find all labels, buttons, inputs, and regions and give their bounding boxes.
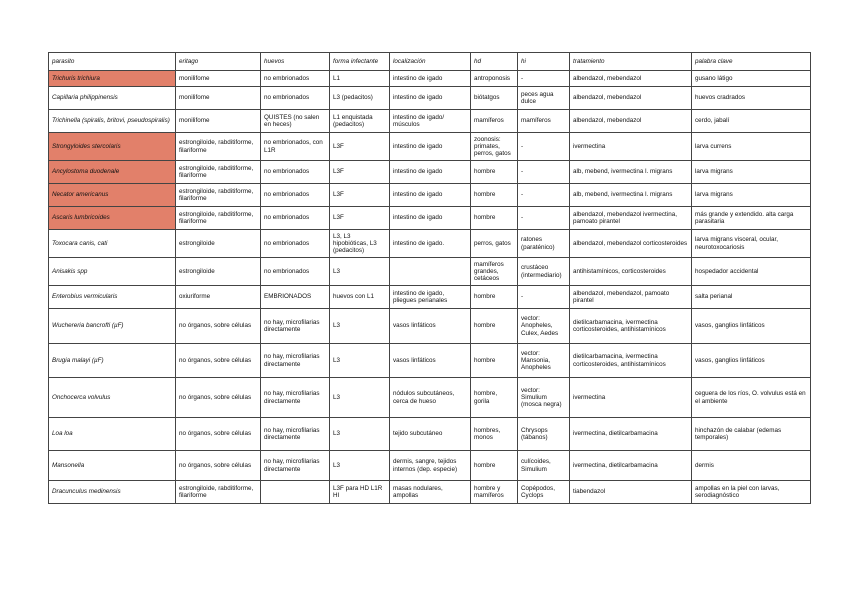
parasite-table-sheet: [48, 52, 810, 504]
table-cell: L3: [330, 344, 390, 378]
table-cell: vasos, ganglios linfáticos: [692, 309, 811, 344]
table-cell: mamíferos grandes, cetáceos: [471, 258, 518, 286]
parasite-name-cell: Loa loa: [49, 418, 176, 451]
table-cell: alb, mebend, ivermectina l. migrans: [570, 161, 692, 184]
parasite-name-cell: Dracunculus medinensis: [49, 481, 176, 504]
parasite-name-cell: Trichuris trichiura: [49, 71, 176, 87]
table-cell: intestino de igado/ músculos: [390, 110, 471, 133]
table-cell: intestino de igado: [390, 87, 471, 110]
parasite-name-cell: Ancylostoma duodenale: [49, 161, 176, 184]
table-cell: monilifome: [176, 71, 261, 87]
table-row: [49, 418, 811, 451]
table-cell: hombre y mamíferos: [471, 481, 518, 504]
table-cell: perros, gatos: [471, 230, 518, 258]
table-body: [49, 53, 811, 504]
header-cell-parasito: parasito: [49, 53, 176, 71]
table-cell: larva migrans: [692, 161, 811, 184]
table-cell: -: [518, 161, 570, 184]
table-cell: L3: [330, 378, 390, 418]
table-cell: ceguera de los ríos, O. volvulus está en el ambiente: [692, 378, 811, 418]
header-cell-palabra-clave: palabra clave: [692, 53, 811, 71]
table-cell: L3F: [330, 133, 390, 161]
table-row: [49, 378, 811, 418]
table-cell: intestino de igado.: [390, 230, 471, 258]
table-cell: estrongiloide, rabditiforme, filariforme: [176, 161, 261, 184]
table-cell: intestino de igado: [390, 207, 471, 230]
table-cell: no hay, microfilarias directamente: [261, 451, 330, 481]
table-cell: oxiuriforme: [176, 286, 261, 309]
table-cell: mamíferos: [471, 110, 518, 133]
table-row: [49, 110, 811, 133]
table-cell: antihistamínicos, corticosteroides: [570, 258, 692, 286]
table-cell: no órganos, sobre células: [176, 378, 261, 418]
table-cell: masas nodulares, ampollas: [390, 481, 471, 504]
table-cell: no embrionados: [261, 230, 330, 258]
parasite-name-cell: Brugia malayi (µF): [49, 344, 176, 378]
table-cell: no órganos, sobre células: [176, 344, 261, 378]
table-cell: dermis: [692, 451, 811, 481]
table-cell: intestino de igado: [390, 184, 471, 207]
table-cell: L3 (pedacitos): [330, 87, 390, 110]
table-row: [49, 481, 811, 504]
table-row: [49, 258, 811, 286]
header-cell-hd: hd: [471, 53, 518, 71]
table-cell: intestino de igado, pliegues perianales: [390, 286, 471, 309]
table-cell: no embrionados: [261, 258, 330, 286]
table-cell: ivermectina, dietilcarbamacina: [570, 451, 692, 481]
table-cell: -: [518, 207, 570, 230]
table-cell: -: [518, 286, 570, 309]
table-cell: Copépodos, Cyclops: [518, 481, 570, 504]
table-cell: albendazol, mebendazol: [570, 71, 692, 87]
table-cell: tejido subcutáneo: [390, 418, 471, 451]
table-cell: dermis, sangre, tejidos internos (dep. especie): [390, 451, 471, 481]
table-cell: biótatgos: [471, 87, 518, 110]
table-cell: salta perianal: [692, 286, 811, 309]
table-cell: zoonosis: primates, perros, gatos: [471, 133, 518, 161]
table-cell: tiabendazol: [570, 481, 692, 504]
table-cell: vasos linfáticos: [390, 309, 471, 344]
table-row: [49, 230, 811, 258]
table-cell: ampollas en la piel con larvas, serodiagnóstico: [692, 481, 811, 504]
table-cell: hinchazón de calabar (edemas temporales): [692, 418, 811, 451]
table-row: [49, 451, 811, 481]
table-row: [49, 87, 811, 110]
parasite-table: [48, 52, 811, 504]
table-cell: L3F: [330, 184, 390, 207]
table-cell: intestino de igado: [390, 133, 471, 161]
table-cell: monilifome: [176, 110, 261, 133]
table-cell: hombre: [471, 207, 518, 230]
header-cell-eritago: eritago: [176, 53, 261, 71]
table-cell: no embrionados: [261, 184, 330, 207]
table-cell: larva migrans: [692, 184, 811, 207]
table-cell: gusano látigo: [692, 71, 811, 87]
table-cell: vector: Simulium (mosca negra): [518, 378, 570, 418]
table-cell: no embrionados: [261, 71, 330, 87]
table-cell: -: [518, 133, 570, 161]
table-cell: no órganos, sobre células: [176, 451, 261, 481]
table-cell: estrongiloide: [176, 258, 261, 286]
table-cell: no embrionados: [261, 207, 330, 230]
table-cell: hombre: [471, 344, 518, 378]
header-row: [49, 53, 811, 71]
table-cell: albendazol, mebendazol ivermectina, pamoato pirantel: [570, 207, 692, 230]
table-cell: Chrysops (tábanos): [518, 418, 570, 451]
table-cell: ivermectina: [570, 378, 692, 418]
parasite-name-cell: Wuchereria bancrofti (µF): [49, 309, 176, 344]
table-cell: hombre: [471, 309, 518, 344]
table-cell: más grande y extendido. alta carga parasitaria: [692, 207, 811, 230]
table-cell: EMBRIONADOS: [261, 286, 330, 309]
table-cell: ivermectina: [570, 133, 692, 161]
table-cell: larva migrans visceral, ocular, neurotoxocariosis: [692, 230, 811, 258]
header-cell-localizacion: localización: [390, 53, 471, 71]
table-cell: no órganos, sobre células: [176, 418, 261, 451]
table-cell: hombre: [471, 161, 518, 184]
table-cell: -: [518, 184, 570, 207]
table-cell: [390, 258, 471, 286]
table-row: [49, 344, 811, 378]
table-cell: estrongiloide, rabditiforme, filariforme: [176, 184, 261, 207]
table-cell: no embrionados: [261, 161, 330, 184]
table-cell: culícoides, Simulium: [518, 451, 570, 481]
parasite-name-cell: Anisakis spp: [49, 258, 176, 286]
table-cell: no embrionados: [261, 87, 330, 110]
parasite-name-cell: Necator americanus: [49, 184, 176, 207]
table-cell: L3: [330, 451, 390, 481]
table-cell: estrongiloide, rabditiforme, filariforme: [176, 481, 261, 504]
table-cell: mamíferos: [518, 110, 570, 133]
table-cell: hombre: [471, 184, 518, 207]
table-cell: L3, L3 hipobióticas, L3 (pedacitos): [330, 230, 390, 258]
table-cell: no órganos, sobre células: [176, 309, 261, 344]
table-cell: alb, mebend, ivermectina l. migrans: [570, 184, 692, 207]
table-cell: larva currens: [692, 133, 811, 161]
table-cell: peces agua dulce: [518, 87, 570, 110]
table-row: [49, 133, 811, 161]
table-cell: ratones (paraténico): [518, 230, 570, 258]
header-cell-forma-infectante: forma infectante: [330, 53, 390, 71]
header-cell-hi: hi: [518, 53, 570, 71]
parasite-name-cell: Ascaris lumbricoides: [49, 207, 176, 230]
table-cell: vasos, ganglios linfáticos: [692, 344, 811, 378]
table-cell: no hay, microfilarias directamente: [261, 309, 330, 344]
header-cell-tratamiento: tratamiento: [570, 53, 692, 71]
table-cell: L3F: [330, 161, 390, 184]
table-cell: albendazol, mebendazol, pamoato pirantel: [570, 286, 692, 309]
table-cell: hombre: [471, 286, 518, 309]
table-cell: intestino de igado: [390, 71, 471, 87]
table-cell: vasos linfáticos: [390, 344, 471, 378]
parasite-name-cell: Capillaria philippinensis: [49, 87, 176, 110]
parasite-name-cell: Toxocara canis, cati: [49, 230, 176, 258]
table-row: [49, 71, 811, 87]
table-cell: L3F para HD L1R HI: [330, 481, 390, 504]
table-cell: estrongiloide: [176, 230, 261, 258]
table-cell: hospedador accidental: [692, 258, 811, 286]
table-cell: monilifome: [176, 87, 261, 110]
table-cell: -: [518, 71, 570, 87]
parasite-name-cell: Onchocerca volvulus: [49, 378, 176, 418]
table-cell: albendazol, mebendazol: [570, 87, 692, 110]
table-row: [49, 309, 811, 344]
table-cell: no hay, microfilarias directamente: [261, 378, 330, 418]
table-cell: L3F: [330, 207, 390, 230]
table-cell: dietilcarbamacina, ivermectina corticosteroides, antihistamínicos: [570, 344, 692, 378]
header-cell-huevos: huevos: [261, 53, 330, 71]
table-cell: hombre, gorila: [471, 378, 518, 418]
table-cell: L1: [330, 71, 390, 87]
table-cell: no hay, microfilarias directamente: [261, 418, 330, 451]
parasite-name-cell: Strongyloides stercolaris: [49, 133, 176, 161]
table-cell: vector: Mansonia, Anopheles: [518, 344, 570, 378]
table-cell: albendazol, mebendazol: [570, 110, 692, 133]
table-row: [49, 161, 811, 184]
table-cell: no embrionados, con L1R: [261, 133, 330, 161]
parasite-name-cell: Mansonella: [49, 451, 176, 481]
table-row: [49, 184, 811, 207]
table-cell: L3: [330, 258, 390, 286]
parasite-name-cell: Enterobius vermicularis: [49, 286, 176, 309]
table-cell: QUISTES (no salen en heces): [261, 110, 330, 133]
table-cell: L1 enquistada (pedacitos): [330, 110, 390, 133]
table-cell: vector: Anopheles, Culex, Aedes: [518, 309, 570, 344]
table-cell: no hay, microfilarias directamente: [261, 344, 330, 378]
table-cell: hombres, monos: [471, 418, 518, 451]
table-cell: L3: [330, 309, 390, 344]
table-cell: nódulos subcutáneos, cerca de hueso: [390, 378, 471, 418]
table-cell: ivermectina, dietilcarbamacina: [570, 418, 692, 451]
table-cell: estrongiloide, rabditiforme, filariforme: [176, 133, 261, 161]
table-cell: huevos con L1: [330, 286, 390, 309]
table-cell: antroponosis: [471, 71, 518, 87]
table-cell: huevos cradrados: [692, 87, 811, 110]
table-cell: hombre: [471, 451, 518, 481]
table-cell: L3: [330, 418, 390, 451]
table-cell: cerdo, jabalí: [692, 110, 811, 133]
table-cell: [261, 481, 330, 504]
table-cell: dietilcarbamacina, ivermectina corticosteroides, antihistamínicos: [570, 309, 692, 344]
table-cell: estrongiloide, rabditiforme, filariforme: [176, 207, 261, 230]
table-row: [49, 207, 811, 230]
table-row: [49, 286, 811, 309]
table-cell: crustáceo (intermediario): [518, 258, 570, 286]
table-cell: albendazol, mebendazol corticosteroides: [570, 230, 692, 258]
table-cell: intestino de igado: [390, 161, 471, 184]
parasite-name-cell: Trichinella (spiralis, britovi, pseudospiralis): [49, 110, 176, 133]
